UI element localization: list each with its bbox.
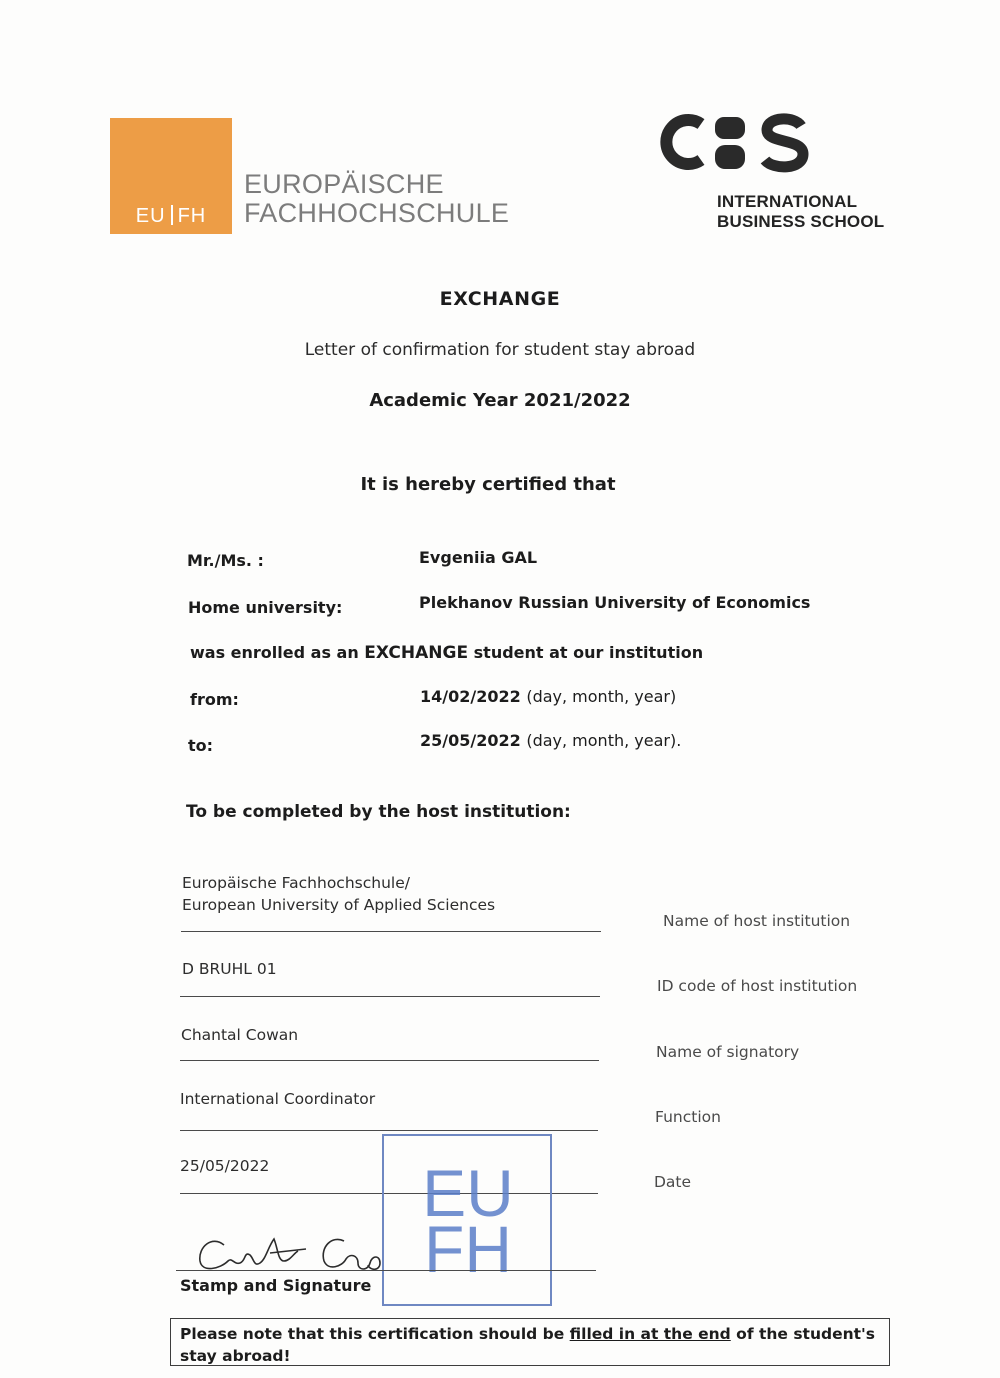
function-line: [180, 1130, 598, 1131]
stamp-signature-label: Stamp and Signature: [180, 1276, 372, 1295]
signatory-line: [180, 1060, 599, 1061]
from-date: 14/02/2022 (day, month, year): [420, 687, 677, 706]
date-value: 25/05/2022: [180, 1157, 270, 1175]
enrollment-statement: was enrolled as an EXCHANGE student at our institution: [190, 643, 704, 663]
document-title: EXCHANGE: [439, 288, 561, 310]
signature-graphic: [194, 1225, 394, 1280]
student-name: Evgeniia GAL: [419, 548, 538, 567]
home-university-value: Plekhanov Russian University of Economics: [419, 593, 811, 612]
function-value: International Coordinator: [180, 1090, 376, 1108]
host-id-code-value: D BRUHL 01: [182, 960, 277, 978]
stamp-text-top: EU: [422, 1156, 514, 1230]
academic-year: Academic Year 2021/2022: [369, 390, 631, 411]
cbs-logo: [655, 108, 815, 178]
host-institution-label: Name of host institution: [663, 912, 851, 930]
stamp-signature-line: [176, 1270, 596, 1271]
completion-note: Please note that this certification should be filled in at the end of the student's stay abroad!: [170, 1318, 890, 1366]
cbs-logo-subtitle: INTERNATIONAL BUSINESS SCHOOL: [717, 192, 885, 231]
eufh-logo-name: EUROPÄISCHE FACHHOCHSCHULE: [244, 169, 510, 228]
stamp-text-bottom: FH: [424, 1212, 512, 1286]
eufh-logo: [110, 118, 232, 234]
document-subtitle: Letter of confirmation for student stay abroad: [304, 340, 696, 360]
to-date: 25/05/2022 (day, month, year).: [420, 731, 682, 750]
host-institution-value: Europäische Fachhochschule/ European University of Applied Sciences: [182, 874, 496, 914]
function-label: Function: [655, 1108, 721, 1126]
cbs-wordmark-graphic: [655, 108, 815, 178]
signatory-label: Name of signatory: [656, 1043, 800, 1061]
eufh-stamp: [382, 1134, 552, 1306]
host-institution-line: [181, 931, 601, 932]
host-id-code-label: ID code of host institution: [657, 977, 858, 995]
to-label: to:: [188, 736, 214, 755]
name-label: Mr./Ms. :: [187, 551, 264, 570]
signatory-value: Chantal Cowan: [181, 1026, 299, 1044]
host-section-title: To be completed by the host institution:: [186, 802, 571, 822]
home-university-label: Home university:: [188, 598, 343, 617]
host-id-code-line: [180, 996, 600, 997]
stamp-graphic: [384, 1136, 550, 1304]
from-label: from:: [190, 690, 239, 709]
date-label: Date: [654, 1173, 692, 1191]
certification-statement: It is hereby certified that: [360, 474, 616, 495]
eufh-logo-abbrev: EU FH: [135, 205, 207, 227]
